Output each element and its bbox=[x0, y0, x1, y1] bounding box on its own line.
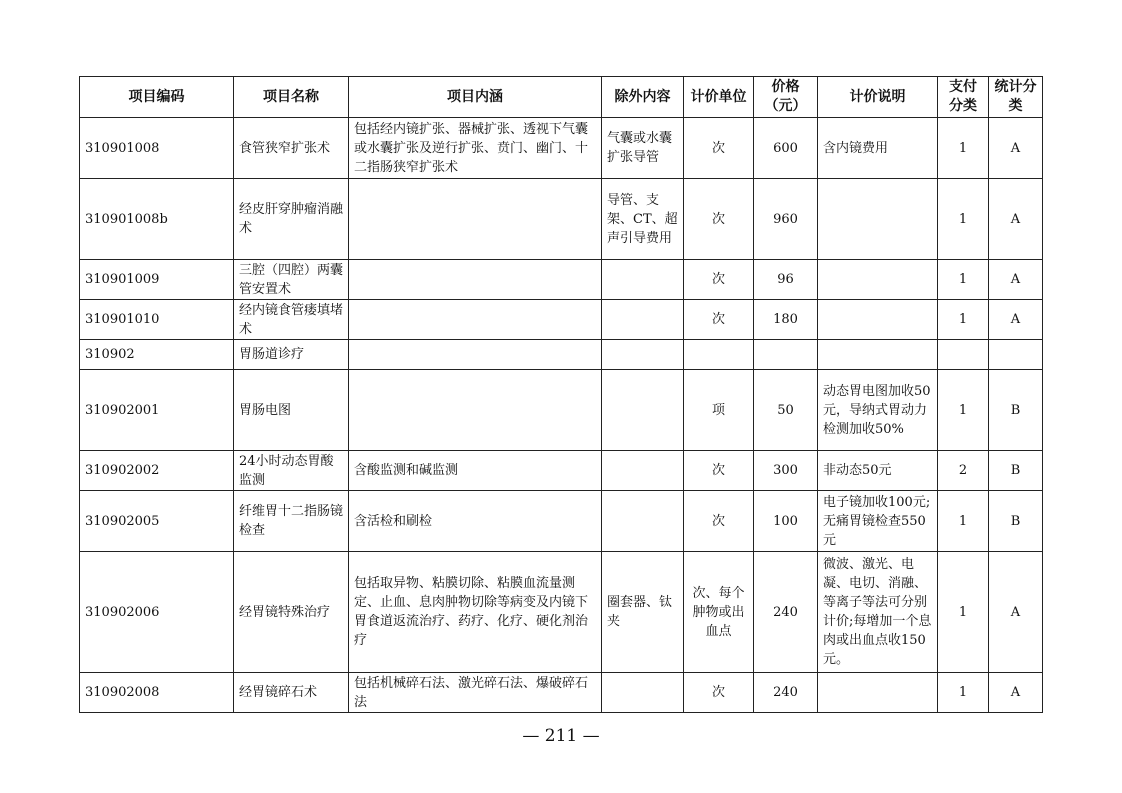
cell-code: 310902005 bbox=[80, 491, 234, 552]
cell-payment: 1 bbox=[938, 300, 989, 340]
table-row bbox=[80, 340, 1043, 370]
table-row bbox=[80, 300, 1043, 340]
table-row bbox=[80, 491, 1043, 552]
cell-name: 经内镜食管瘘填堵术 bbox=[234, 300, 349, 340]
cell-name: 经胃镜特殊治疗 bbox=[234, 552, 349, 673]
cell-note bbox=[818, 673, 938, 713]
cell-content: 包括机械碎石法、激光碎石法、爆破碎石法 bbox=[349, 673, 602, 713]
cell-price: 50 bbox=[754, 370, 818, 451]
cell-code: 310902002 bbox=[80, 451, 234, 491]
cell-note: 电子镜加收100元;无痛胃镜检查550元 bbox=[818, 491, 938, 552]
cell-price: 100 bbox=[754, 491, 818, 552]
header-note: 计价说明 bbox=[818, 77, 938, 118]
header-price: 价格（元） bbox=[754, 77, 818, 118]
cell-content: 包括经内镜扩张、器械扩张、透视下气囊或水囊扩张及逆行扩张、贲门、幽门、十二指肠狭窄扩张术 bbox=[349, 118, 602, 179]
header-exclusion: 除外内容 bbox=[602, 77, 684, 118]
cell-name: 胃肠道诊疗 bbox=[234, 340, 349, 370]
cell-note: 动态胃电图加收50元，导纳式胃动力检测加收50% bbox=[818, 370, 938, 451]
header-stat: 统计分类 bbox=[989, 77, 1043, 118]
cell-exclusion: 导管、支架、CT、超声引导费用 bbox=[602, 179, 684, 260]
cell-unit: 次 bbox=[684, 260, 754, 300]
cell-payment: 1 bbox=[938, 179, 989, 260]
cell-note: 非动态50元 bbox=[818, 451, 938, 491]
cell-content bbox=[349, 260, 602, 300]
header-unit: 计价单位 bbox=[684, 77, 754, 118]
cell-code: 310902001 bbox=[80, 370, 234, 451]
page-number: — 211 — bbox=[522, 726, 600, 746]
cell-content: 包括取异物、粘膜切除、粘膜血流量测定、止血、息肉肿物切除等病变及内镜下胃食道返流治疗、药疗、化疗、硬化剂治疗 bbox=[349, 552, 602, 673]
cell-note: 微波、激光、电凝、电切、消融、等离子等法可分别计价;每增加一个息肉或出血点收150元。 bbox=[818, 552, 938, 673]
cell-exclusion bbox=[602, 491, 684, 552]
cell-code: 310901008b bbox=[80, 179, 234, 260]
table-row bbox=[80, 370, 1043, 451]
header-name: 项目名称 bbox=[234, 77, 349, 118]
header-payment: 支付分类 bbox=[938, 77, 989, 118]
cell-unit bbox=[684, 340, 754, 370]
table-header-row bbox=[80, 77, 1043, 118]
cell-name: 24小时动态胃酸监测 bbox=[234, 451, 349, 491]
cell-stat: B bbox=[989, 451, 1043, 491]
cell-content bbox=[349, 340, 602, 370]
cell-stat: A bbox=[989, 552, 1043, 673]
cell-note bbox=[818, 260, 938, 300]
cell-code: 310902 bbox=[80, 340, 234, 370]
cell-stat: A bbox=[989, 118, 1043, 179]
cell-price: 960 bbox=[754, 179, 818, 260]
cell-stat: A bbox=[989, 260, 1043, 300]
cell-code: 310901008 bbox=[80, 118, 234, 179]
cell-stat bbox=[989, 340, 1043, 370]
cell-name: 三腔（四腔）两囊管安置术 bbox=[234, 260, 349, 300]
header-code: 项目编码 bbox=[80, 77, 234, 118]
cell-note bbox=[818, 340, 938, 370]
cell-exclusion: 圈套器、钛夹 bbox=[602, 552, 684, 673]
cell-unit: 次 bbox=[684, 179, 754, 260]
cell-stat: A bbox=[989, 673, 1043, 713]
cell-stat: B bbox=[989, 491, 1043, 552]
cell-exclusion bbox=[602, 673, 684, 713]
cell-payment: 1 bbox=[938, 673, 989, 713]
cell-exclusion bbox=[602, 370, 684, 451]
cell-name: 食管狭窄扩张术 bbox=[234, 118, 349, 179]
cell-unit: 次 bbox=[684, 451, 754, 491]
cell-name: 胃肠电图 bbox=[234, 370, 349, 451]
cell-exclusion bbox=[602, 451, 684, 491]
cell-content bbox=[349, 300, 602, 340]
cell-name: 经皮肝穿肿瘤消融术 bbox=[234, 179, 349, 260]
cell-content: 含酸监测和碱监测 bbox=[349, 451, 602, 491]
cell-code: 310902006 bbox=[80, 552, 234, 673]
cell-price: 240 bbox=[754, 673, 818, 713]
cell-payment: 2 bbox=[938, 451, 989, 491]
header-content: 项目内涵 bbox=[349, 77, 602, 118]
cell-content bbox=[349, 370, 602, 451]
cell-unit: 次 bbox=[684, 673, 754, 713]
cell-content bbox=[349, 179, 602, 260]
cell-payment bbox=[938, 340, 989, 370]
cell-payment: 1 bbox=[938, 370, 989, 451]
cell-stat: B bbox=[989, 370, 1043, 451]
cell-unit: 次 bbox=[684, 300, 754, 340]
cell-payment: 1 bbox=[938, 118, 989, 179]
table-row bbox=[80, 673, 1043, 713]
cell-unit: 次 bbox=[684, 491, 754, 552]
price-table bbox=[79, 76, 1043, 713]
cell-exclusion: 气囊或水囊扩张导管 bbox=[602, 118, 684, 179]
cell-payment: 1 bbox=[938, 260, 989, 300]
cell-content: 含活检和刷检 bbox=[349, 491, 602, 552]
cell-price: 600 bbox=[754, 118, 818, 179]
cell-note bbox=[818, 300, 938, 340]
cell-price: 300 bbox=[754, 451, 818, 491]
cell-price: 180 bbox=[754, 300, 818, 340]
cell-payment: 1 bbox=[938, 552, 989, 673]
cell-code: 310902008 bbox=[80, 673, 234, 713]
cell-note: 含内镜费用 bbox=[818, 118, 938, 179]
cell-price bbox=[754, 340, 818, 370]
table-row bbox=[80, 451, 1043, 491]
cell-name: 经胃镜碎石术 bbox=[234, 673, 349, 713]
cell-price: 96 bbox=[754, 260, 818, 300]
cell-note bbox=[818, 179, 938, 260]
cell-stat: A bbox=[989, 179, 1043, 260]
table-row bbox=[80, 552, 1043, 673]
cell-exclusion bbox=[602, 300, 684, 340]
cell-unit: 项 bbox=[684, 370, 754, 451]
cell-unit: 次 bbox=[684, 118, 754, 179]
cell-code: 310901009 bbox=[80, 260, 234, 300]
cell-exclusion bbox=[602, 340, 684, 370]
table-row bbox=[80, 260, 1043, 300]
cell-unit: 次、每个肿物或出血点 bbox=[684, 552, 754, 673]
table-row bbox=[80, 118, 1043, 179]
cell-price: 240 bbox=[754, 552, 818, 673]
cell-payment: 1 bbox=[938, 491, 989, 552]
cell-code: 310901010 bbox=[80, 300, 234, 340]
table-row bbox=[80, 179, 1043, 260]
cell-stat: A bbox=[989, 300, 1043, 340]
cell-name: 纤维胃十二指肠镜检查 bbox=[234, 491, 349, 552]
cell-exclusion bbox=[602, 260, 684, 300]
